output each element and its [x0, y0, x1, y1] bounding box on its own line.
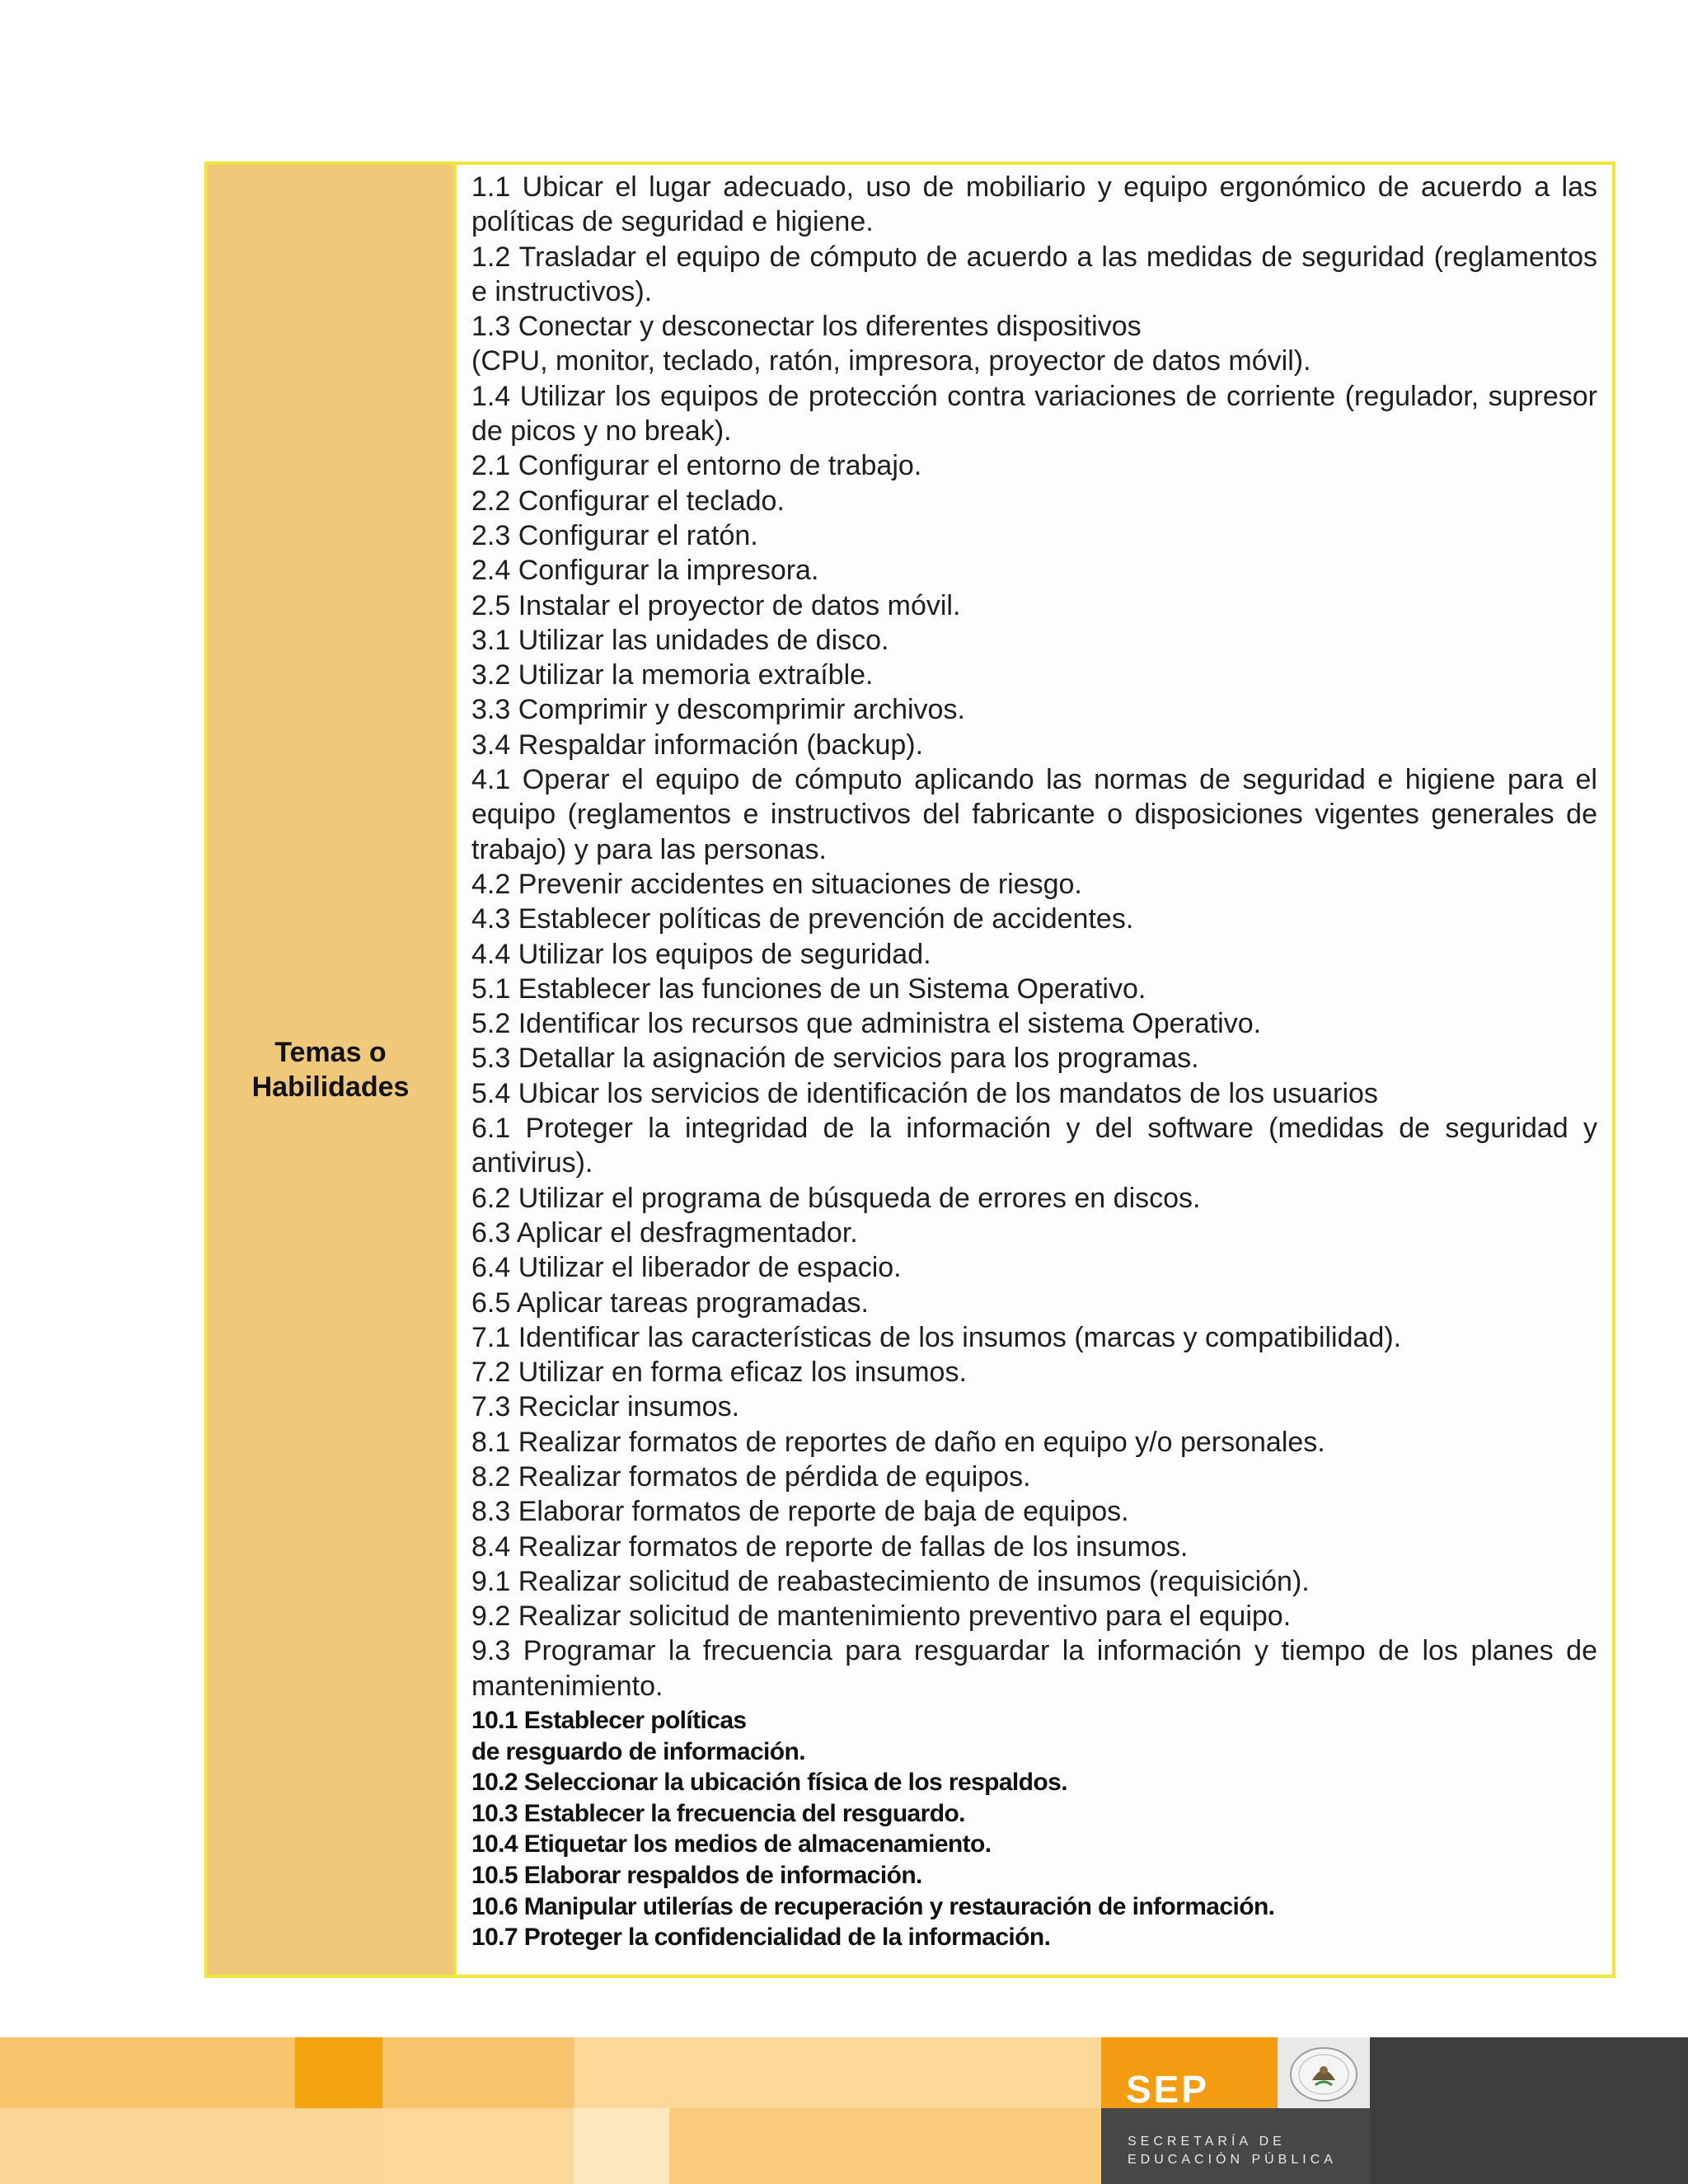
national-seal-icon	[1287, 2046, 1360, 2103]
footer-block	[574, 2037, 1101, 2108]
skill-item: 3.3 Comprimir y descomprimir archivos.	[471, 694, 965, 726]
sep-logo: SEP	[1126, 2068, 1210, 2111]
footer-subtitle-1: SECRETARÍA DE	[1128, 2135, 1286, 2149]
skill-item: 2.4 Configurar la impresora.	[471, 555, 819, 587]
skill-item-bold: 10.1 Establecer políticas	[471, 1707, 747, 1735]
skill-item: 2.5 Instalar el proyector de datos móvil.	[471, 589, 961, 621]
skills-table	[204, 162, 1615, 1978]
skill-item-bold: 10.3 Establecer la frecuencia del resguardo.	[471, 1799, 965, 1827]
footer-block	[382, 2037, 574, 2108]
skill-item: 5.1 Establecer las funciones de un Sistema Operativo.	[471, 972, 1146, 1005]
table-label	[252, 1035, 410, 1104]
skill-item: 9.1 Realizar solicitud de reabastecimiento de insumos (requisición).	[471, 1565, 1310, 1597]
footer-block	[574, 2108, 669, 2184]
skill-item-bold: 10.6 Manipular utilerías de recuperación y restauración de información.	[471, 1892, 1275, 1920]
footer-subtitle-2: EDUCACIÓN PÚBLICA	[1128, 2153, 1337, 2167]
skill-item: 8.4 Realizar formatos de reporte de fallas de los insumos.	[471, 1530, 1189, 1563]
skill-item: 1.2 Trasladar el equipo de cómputo de acuerdo a las medidas de seguridad (reglamentos e instructivos).	[471, 241, 1597, 307]
skill-item: 3.1 Utilizar las unidades de disco.	[471, 624, 889, 656]
skill-item: 1.4 Utilizar los equipos de protección contra variaciones de corriente (regulador, supresor de picos y no break).	[471, 380, 1597, 448]
skill-item: 8.3 Elaborar formatos de reporte de baja de equipos.	[471, 1496, 1129, 1528]
footer-block	[382, 2108, 574, 2184]
skill-item-bold: 10.7 Proteger la confidencialidad de la información.	[471, 1924, 1051, 1952]
table-content-cell	[457, 165, 1612, 1975]
skill-item: 3.2 Utilizar la memoria extraíble.	[471, 659, 874, 691]
label-line-1: Temas o	[274, 1037, 387, 1068]
skill-item-bold: 10.5 Elaborar respaldos de información.	[471, 1862, 922, 1890]
footer-block	[669, 2108, 1101, 2184]
skill-item: 5.3 Detallar la asignación de servicios para los programas.	[471, 1043, 1199, 1075]
footer-dark-block	[1370, 2037, 1688, 2184]
skills-list	[471, 170, 1597, 1704]
skill-item: 1.1 Ubicar el lugar adecuado, uso de mobiliario y equipo ergonómico de acuerdo a las políticas de seguridad e higiene.	[471, 171, 1597, 238]
skill-item: (CPU, monitor, teclado, ratón, impresora, proyector de datos móvil).	[471, 345, 1311, 377]
skill-item: 2.1 Configurar el entorno de trabajo.	[471, 450, 922, 482]
skill-item: 3.4 Respaldar información (backup).	[471, 729, 924, 761]
skill-item: 8.2 Realizar formatos de pérdida de equipos.	[471, 1460, 1031, 1493]
skill-item: 5.2 Identificar los recursos que administra el sistema Operativo.	[471, 1008, 1262, 1040]
skill-item: 6.3 Aplicar el desfragmentador.	[471, 1216, 858, 1249]
skill-item: 7.1 Identificar las características de los insumos (marcas y compatibilidad).	[471, 1321, 1402, 1353]
skill-item: 6.2 Utilizar el programa de búsqueda de errores en discos.	[471, 1182, 1201, 1214]
skill-item: 4.2 Prevenir accidentes en situaciones de riesgo.	[471, 868, 1082, 900]
skill-item: 7.2 Utilizar en forma eficaz los insumos.	[471, 1357, 967, 1389]
skill-item: 5.4 Ubicar los servicios de identificación de los mandatos de los usuarios	[471, 1077, 1378, 1109]
skills-list-bold	[471, 1705, 1597, 1953]
table-label-cell	[208, 165, 457, 1975]
skill-item: 4.1 Operar el equipo de cómputo aplicando las normas de seguridad e higiene para el equipo (reglamentos e instructivos del fabricante o disposiciones vigentes generales de trabajo) y para las personas.	[471, 764, 1597, 865]
skill-item: 6.1 Proteger la integridad de la información y del software (medidas de seguridad y antivirus).	[471, 1113, 1597, 1179]
skill-item-bold: de resguardo de información.	[471, 1737, 805, 1765]
skill-item-bold: 10.2 Seleccionar la ubicación física de los respaldos.	[471, 1769, 1067, 1797]
skill-item: 4.4 Utilizar los equipos de seguridad.	[471, 938, 931, 970]
skill-item-bold: 10.4 Etiquetar los medios de almacenamiento.	[471, 1830, 992, 1858]
footer-block	[0, 2108, 382, 2184]
footer-block	[0, 2037, 295, 2108]
skill-item: 8.1 Realizar formatos de reportes de daño en equipo y/o personales.	[471, 1426, 1325, 1458]
skill-item: 1.3 Conectar y desconectar los diferentes dispositivos	[471, 311, 1142, 343]
skill-item: 2.2 Configurar el teclado.	[471, 485, 785, 517]
footer-band	[0, 2037, 1688, 2184]
skill-item: 2.3 Configurar el ratón.	[471, 519, 758, 551]
skill-item: 9.3 Programar la frecuencia para resguardar la información y tiempo de los planes de mantenimiento.	[471, 1635, 1597, 1702]
footer-block	[295, 2037, 382, 2108]
skill-item: 6.4 Utilizar el liberador de espacio.	[471, 1252, 902, 1284]
skill-item: 7.3 Reciclar insumos.	[471, 1391, 740, 1423]
skill-item: 9.2 Realizar solicitud de mantenimiento preventivo para el equipo.	[471, 1601, 1292, 1633]
label-line-2: Habilidades	[251, 1071, 410, 1103]
skill-item: 6.5 Aplicar tareas programadas.	[471, 1286, 869, 1319]
skill-item: 4.3 Establecer políticas de prevención de accidentes.	[471, 903, 1134, 935]
